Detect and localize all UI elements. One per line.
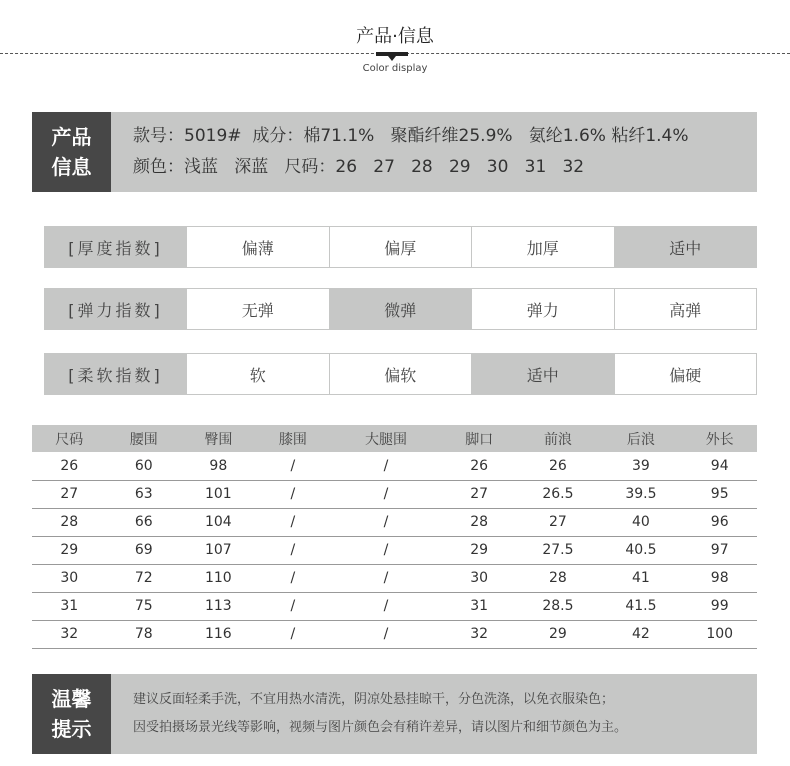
table-cell: / <box>330 564 442 592</box>
table-cell: 39 <box>599 452 682 480</box>
table-row <box>32 508 757 536</box>
index-row <box>44 226 757 268</box>
table-cell: 107 <box>181 536 256 564</box>
index-label: [厚度指数] <box>44 226 187 268</box>
column-header: 膝围 <box>256 425 331 452</box>
table-cell: 28 <box>442 508 517 536</box>
column-header: 尺码 <box>32 425 107 452</box>
index-option: 加厚 <box>472 226 615 268</box>
table-cell: 66 <box>107 508 182 536</box>
index-label: [柔软指数] <box>44 353 187 395</box>
table-cell: 94 <box>682 452 757 480</box>
table-cell: 29 <box>32 536 107 564</box>
table-cell: 32 <box>442 620 517 648</box>
section-subtitle: Color display <box>362 63 428 74</box>
section-title: 产品·信息 <box>356 26 434 47</box>
triangle-icon <box>388 56 396 61</box>
index-option: 适中 <box>472 353 615 395</box>
table-row <box>32 452 757 480</box>
table-cell: 26 <box>32 452 107 480</box>
table-cell: / <box>256 508 331 536</box>
table-row <box>32 620 757 648</box>
size-table <box>32 425 757 649</box>
table-cell: 30 <box>442 564 517 592</box>
table-cell: 31 <box>32 592 107 620</box>
table-cell: 75 <box>107 592 182 620</box>
index-option: 弹力 <box>472 288 615 330</box>
column-header: 外长 <box>682 425 757 452</box>
index-option: 高弹 <box>615 288 758 330</box>
index-option: 偏薄 <box>187 226 330 268</box>
table-cell: 97 <box>682 536 757 564</box>
index-row <box>44 288 757 330</box>
label-line: 产品 <box>51 125 92 149</box>
table-cell: / <box>256 592 331 620</box>
label-line: 温馨 <box>51 687 92 711</box>
table-cell: / <box>330 480 442 508</box>
label-line: 信息 <box>51 155 92 179</box>
index-option: 软 <box>187 353 330 395</box>
table-row <box>32 480 757 508</box>
table-cell: 104 <box>181 508 256 536</box>
table-cell: 27 <box>516 508 599 536</box>
product-color-size-line: 颜色：浅蓝 深蓝 尺码：26 27 28 29 30 31 32 <box>133 157 585 177</box>
table-cell: 31 <box>442 592 517 620</box>
table-cell: / <box>256 480 331 508</box>
column-header: 臀围 <box>181 425 256 452</box>
table-cell: 110 <box>181 564 256 592</box>
table-cell: / <box>256 452 331 480</box>
table-cell: 26 <box>442 452 517 480</box>
table-cell: / <box>256 620 331 648</box>
table-cell: 63 <box>107 480 182 508</box>
table-cell: 98 <box>181 452 256 480</box>
table-cell: 96 <box>682 508 757 536</box>
table-cell: 116 <box>181 620 256 648</box>
table-cell: 40.5 <box>599 536 682 564</box>
index-option: 适中 <box>615 226 758 268</box>
product-info-label <box>32 112 111 192</box>
table-cell: / <box>330 536 442 564</box>
product-spec-line: 款号：5019# 成分：棉71.1% 聚酯纤维25.9% 氨纶1.6% 粘纤1.4% <box>133 126 689 146</box>
table-cell: 41.5 <box>599 592 682 620</box>
index-option: 偏硬 <box>615 353 758 395</box>
product-info-box <box>32 112 757 192</box>
table-cell: / <box>330 592 442 620</box>
table-row <box>32 592 757 620</box>
column-header: 脚口 <box>442 425 517 452</box>
table-cell: 28 <box>32 508 107 536</box>
column-header: 后浪 <box>599 425 682 452</box>
table-cell: 40 <box>599 508 682 536</box>
table-cell: 113 <box>181 592 256 620</box>
table-cell: 28 <box>516 564 599 592</box>
table-cell: 30 <box>32 564 107 592</box>
index-row <box>44 353 757 395</box>
table-cell: 28.5 <box>516 592 599 620</box>
index-option: 微弹 <box>330 288 473 330</box>
table-cell: 27 <box>32 480 107 508</box>
column-header: 腰围 <box>107 425 182 452</box>
table-cell: 32 <box>32 620 107 648</box>
column-header: 大腿围 <box>330 425 442 452</box>
table-cell: 78 <box>107 620 182 648</box>
table-cell: / <box>256 536 331 564</box>
index-option: 偏厚 <box>330 226 473 268</box>
table-cell: / <box>330 508 442 536</box>
table-cell: 41 <box>599 564 682 592</box>
table-cell: 39.5 <box>599 480 682 508</box>
table-cell: / <box>330 620 442 648</box>
table-row <box>32 564 757 592</box>
table-cell: 100 <box>682 620 757 648</box>
table-cell: 98 <box>682 564 757 592</box>
table-cell: 42 <box>599 620 682 648</box>
table-cell: 27 <box>442 480 517 508</box>
column-header: 前浪 <box>516 425 599 452</box>
table-cell: 69 <box>107 536 182 564</box>
table-cell: 26.5 <box>516 480 599 508</box>
table-cell: 60 <box>107 452 182 480</box>
table-cell: 27.5 <box>516 536 599 564</box>
table-cell: 26 <box>516 452 599 480</box>
label-line: 提示 <box>51 717 92 741</box>
table-cell: 101 <box>181 480 256 508</box>
table-cell: 99 <box>682 592 757 620</box>
tips-label <box>32 674 111 754</box>
color-tip: 因受拍摄场景光线等影响，视频与图片颜色会有稍许差异，请以图片和细节颜色为主。 <box>133 720 628 735</box>
table-row <box>32 536 757 564</box>
table-cell: 29 <box>516 620 599 648</box>
table-cell: 72 <box>107 564 182 592</box>
table-cell: / <box>256 564 331 592</box>
index-label: [弹力指数] <box>44 288 187 330</box>
tips-box <box>32 674 757 754</box>
table-cell: / <box>330 452 442 480</box>
table-cell: 29 <box>442 536 517 564</box>
index-option: 偏软 <box>330 353 473 395</box>
wash-tip: 建议反面轻柔手洗，不宜用热水清洗，阴凉处悬挂晾干，分色洗涤，以免衣服染色； <box>133 692 615 707</box>
index-option: 无弹 <box>187 288 330 330</box>
table-cell: 95 <box>682 480 757 508</box>
